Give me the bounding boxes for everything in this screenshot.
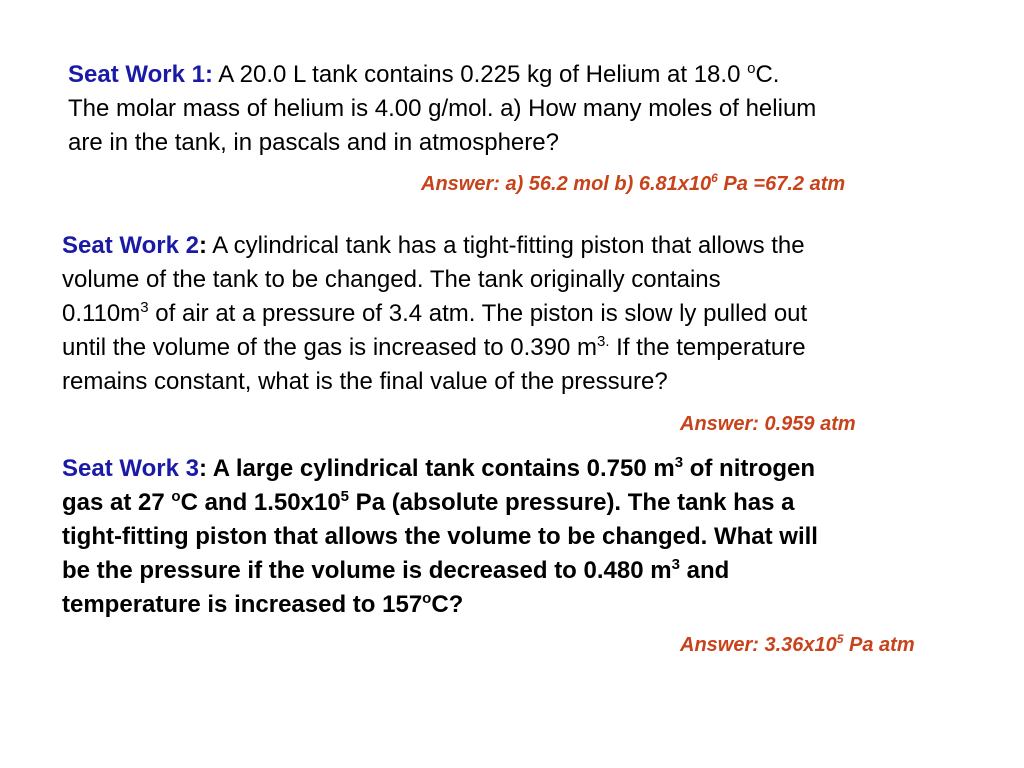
problem-line: remains constant, what is the final value of the pressure? xyxy=(62,368,668,395)
superscript: o xyxy=(747,60,756,77)
text-segment: of nitrogen xyxy=(683,455,816,482)
superscript: o xyxy=(422,590,432,607)
problem-line xyxy=(62,452,818,486)
problem-line xyxy=(62,229,807,263)
text-segment: Pa (absolute pressure). The tank has a xyxy=(349,489,795,516)
text-segment: A 20.0 L tank contains 0.225 kg of Helium at 18.0 xyxy=(218,61,748,88)
problem-line xyxy=(62,297,807,331)
superscript: 3 xyxy=(674,454,684,471)
problem-line: are in the tank, in pascals and in atmosphere? xyxy=(68,129,559,156)
seat-work-2 xyxy=(62,229,807,399)
superscript: 5 xyxy=(836,632,844,646)
text-segment: Pa =67.2 atm xyxy=(717,173,846,195)
problem-line xyxy=(62,331,807,365)
problem-line: tight-fitting piston that allows the volume to be changed. What will xyxy=(62,523,818,550)
problem-line xyxy=(62,554,818,588)
text-segment: until the volume of the gas is increased to 0.390 m xyxy=(62,334,597,361)
title-colon: : xyxy=(204,61,213,88)
problem-line: volume of the tank to be changed. The tank originally contains xyxy=(62,266,721,293)
problem-title: Seat Work 1 xyxy=(68,61,205,88)
answer-3 xyxy=(680,632,915,658)
answer-2: Answer: 0.959 atm xyxy=(680,413,856,435)
problem-line: The molar mass of helium is 4.00 g/mol. a) How many moles of helium xyxy=(68,95,817,122)
text-segment: C. xyxy=(755,61,780,88)
text-segment: C? xyxy=(431,591,464,618)
text-segment: Pa atm xyxy=(843,634,915,656)
text-segment: If the temperature xyxy=(609,334,806,361)
superscript: 5 xyxy=(340,488,350,505)
text-segment: gas at 27 xyxy=(62,489,172,516)
text-segment: be the pressure if the volume is decreased to 0.480 m xyxy=(62,557,672,584)
text-segment: 0.110m xyxy=(62,300,141,327)
superscript: 6 xyxy=(711,171,718,185)
superscript: 3. xyxy=(596,333,610,350)
text-segment: temperature is increased to 157 xyxy=(62,591,423,618)
problem-line xyxy=(62,588,818,622)
title-colon: : xyxy=(198,455,207,482)
superscript: o xyxy=(171,488,181,505)
title-colon: : xyxy=(198,232,207,259)
text-segment: and xyxy=(679,557,730,584)
text-segment: Answer: 3.36x10 xyxy=(680,634,837,656)
seat-work-1 xyxy=(68,58,816,160)
answer-1 xyxy=(421,171,845,197)
problem-title: Seat Work 2 xyxy=(62,232,199,259)
text-segment: A cylindrical tank has a tight-fitting piston that allows the xyxy=(212,232,805,259)
superscript: 3 xyxy=(140,299,149,316)
problem-title: Seat Work 3 xyxy=(62,455,199,482)
text-segment: A large cylindrical tank contains 0.750 m xyxy=(212,455,675,482)
problem-line xyxy=(62,486,818,520)
text-segment: Answer: a) 56.2 mol b) 6.81x10 xyxy=(421,173,712,195)
problem-line xyxy=(68,58,816,92)
superscript: 3 xyxy=(671,556,680,573)
seat-work-3 xyxy=(62,452,818,622)
text-segment: C and 1.50x10 xyxy=(180,489,341,516)
text-segment: of air at a pressure of 3.4 atm. The piston is slow ly pulled out xyxy=(148,300,808,327)
